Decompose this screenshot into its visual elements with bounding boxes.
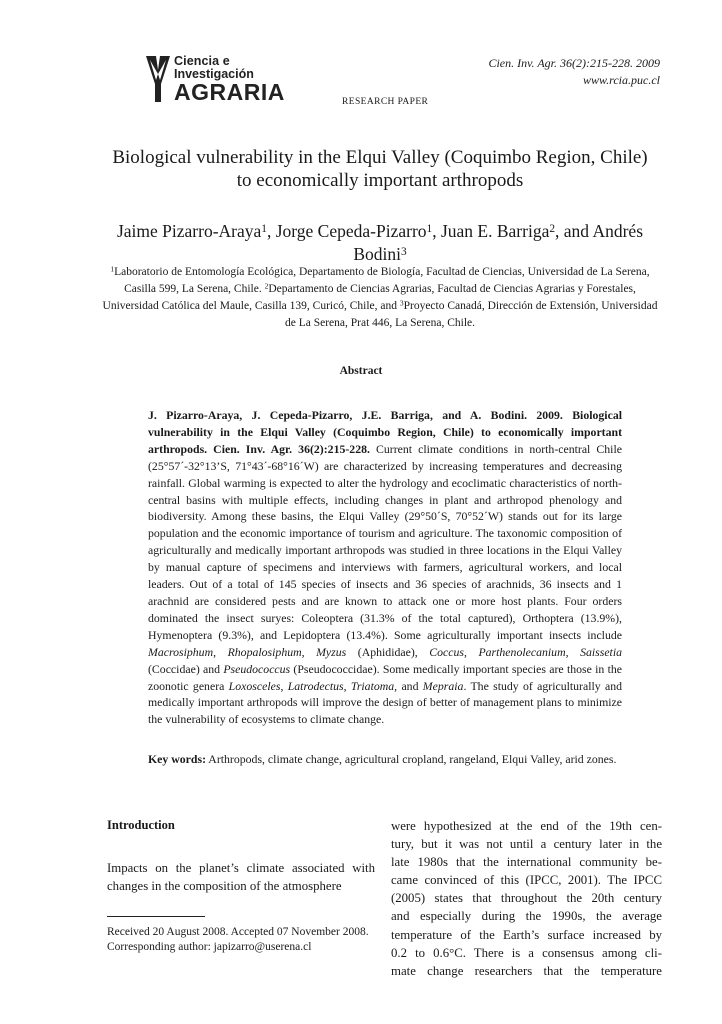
author-name: Jaime Pizarro-Araya [116,221,262,241]
abstract-text: (Aphididae), [346,644,430,659]
abstract-text: , [213,644,228,659]
abstract-text: , [343,678,351,693]
abstract-text: , [565,644,581,659]
genus-name: Myzus [316,644,347,659]
abstract-citation: J. Pizarro-Araya, J. Cepeda-Pizarro, J.E. Barriga, and A. Bodini. 2009. Biological vulnerability in the Elqui Valley (Coquimbo Region, Chile) to economically important arthropods. Cien. Inv. Agr. 36(2):215-228. [148,408,622,456]
text-line: (2005) states that throughout the 20th century [391,891,662,906]
text-line: late 1980s that the international community be- [391,855,662,870]
abstract-text: (Pseudococcidae). Some medically important species are those in the zoonotic genera [148,661,622,693]
genus-name: Pseudococcus [223,661,291,676]
author-name: , Jorge Cepeda-Pizarro [266,221,427,241]
author-name: , and Andrés Bodini [353,221,644,264]
text-line: mate change researchers that the temperature [391,963,662,978]
abstract-heading: Abstract [339,365,383,377]
text-line: temperature of the Earth’s surface increased by [391,927,662,942]
genus-name: Triatoma, [350,678,398,693]
leaf-logo-icon [144,54,172,104]
abstract-text: Current climate conditions in north-central Chile (25°57´-32°13’S, 71°43´-68°16´W) are characterized by increasing temperatures and decreasing rainfall. Global warming is expected to alter the hydrology and ecoclimatic characteristics of north-central basins with multiple effects, including changes in plant and arthropod phenology and biodiversity. Among these basins, the Elqui Valley (29°50´S, 70°52´W) stands out for its large population and the economic importance of tourism and agriculture. The taxonomic composition of agriculturally and medically important arthropods was studied in three locations in the Elqui Valley by manual capture of specimens and interviews with farmers, agricultural workers, and local leaders. Out of a total of 145 species of insects and 36 species of arachnids, 36 insects and 1 arachnid are considered pests and are known to attack one or more host plants. Four orders dominated the insect suryes: Coleoptera (31.3% of the total captured), Orthoptera (13.9%), Hymenoptera (9.3%), and Lepidoptera (13.4%). Some agriculturally important insects include [148,441,622,642]
received-dates: Received 20 August 2008. Accepted 07 November 2008. [107,926,369,938]
genus-name: Saissetia [580,644,623,659]
affiliation-mark: 2 [264,281,269,291]
author-affiliation-mark: 1 [426,222,433,235]
genus-name: Coccus [429,644,464,659]
genus-name: Parthenolecanium [478,644,566,659]
corresponding-author: Corresponding author: japizarro@userena.cl [107,941,312,954]
abstract-text: and [397,678,423,693]
paper-title [90,146,670,192]
abstract-text: . The study of agriculturally and medically important arthropods will improve the design of better of management plans to minimize the vulnerability of ecosystems to climate change. [148,678,623,727]
text-line: tury, but it was not until a century later in the [391,837,662,852]
logo-text-line1: Ciencia e [174,54,230,68]
logo-text-line2: Investigación [174,67,254,81]
text-line: were hypothesized at the end of the 19th cen- [391,819,662,833]
journal-reference [488,55,660,89]
affiliation-text: Laboratorio de Entomología Ecológica, Departamento de Biología, Facultad de Ciencias, Universidad de La Serena, Casilla 599, La Serena, Chile. [114,266,650,295]
genus-name: Loxosceles [228,678,281,693]
introduction-heading: Introduction [107,818,175,832]
keywords [148,751,622,768]
genus-name: Mepraia [422,678,464,693]
author-affiliation-mark: 3 [400,245,407,258]
genus-name: Macrosiphum [148,644,214,659]
footnote-divider [107,916,205,917]
abstract-text: (Coccidae) and [148,661,224,676]
abstract-body [148,407,622,728]
abstract-text: , [463,644,479,659]
affiliation-mark: 3 [399,298,404,308]
intro-paragraph-column-1: Impacts on the planet’s climate associated with changes in the composition of the atmosphere [107,861,375,893]
keywords-text: Arthropods, climate change, agricultural cropland, rangeland, Elqui Valley, arid zones. [206,752,617,766]
text-line: came convinced of this (IPCC, 2001). The IPCC [391,873,662,888]
abstract-text: , [301,644,317,659]
affiliation-text: Departamento de Ciencias Agrarias, Facultad de Ciencias Agrarias y Forestales, Universidad Católica del Maule, Casilla 139, Curicó, Chile, and [102,283,636,312]
journal-logo [144,52,284,110]
abstract-text: , [280,678,288,693]
text-line: and especially during the 1990s, the average [391,909,662,924]
paper-type-label: RESEARCH PAPER [342,97,429,107]
journal-website: www.rcia.puc.cl [583,73,660,87]
affiliation-mark: 1 [110,264,115,274]
title-line-2: to economically important arthropods [236,170,524,191]
genus-name: Latrodectus [287,678,344,693]
title-line-1: Biological vulnerability in the Elqui Valley (Coquimbo Region, Chile) [112,147,648,168]
journal-citation: Cien. Inv. Agr. 36(2):215-228. 2009 [488,56,660,70]
logo-text-line3: AGRARIA [174,79,285,105]
affiliation-text: Proyecto Canadá, Dirección de Extensión, Universidad de La Serena, Prat 446, La Serena, Chile. [284,300,658,329]
author-affiliation-mark: 1 [261,222,267,235]
author-name: , Juan E. Barriga [432,221,550,241]
affiliations [100,264,660,332]
keywords-label: Key words: [148,752,206,766]
text-line: 0.2 to 0.6°C. There is a consensus among cli- [391,945,662,960]
intro-paragraph-column-2 [391,817,662,980]
author-list [90,220,670,266]
author-affiliation-mark: 2 [549,222,556,235]
genus-name: Rhopalosiphum [227,644,302,659]
footnote [107,925,379,955]
